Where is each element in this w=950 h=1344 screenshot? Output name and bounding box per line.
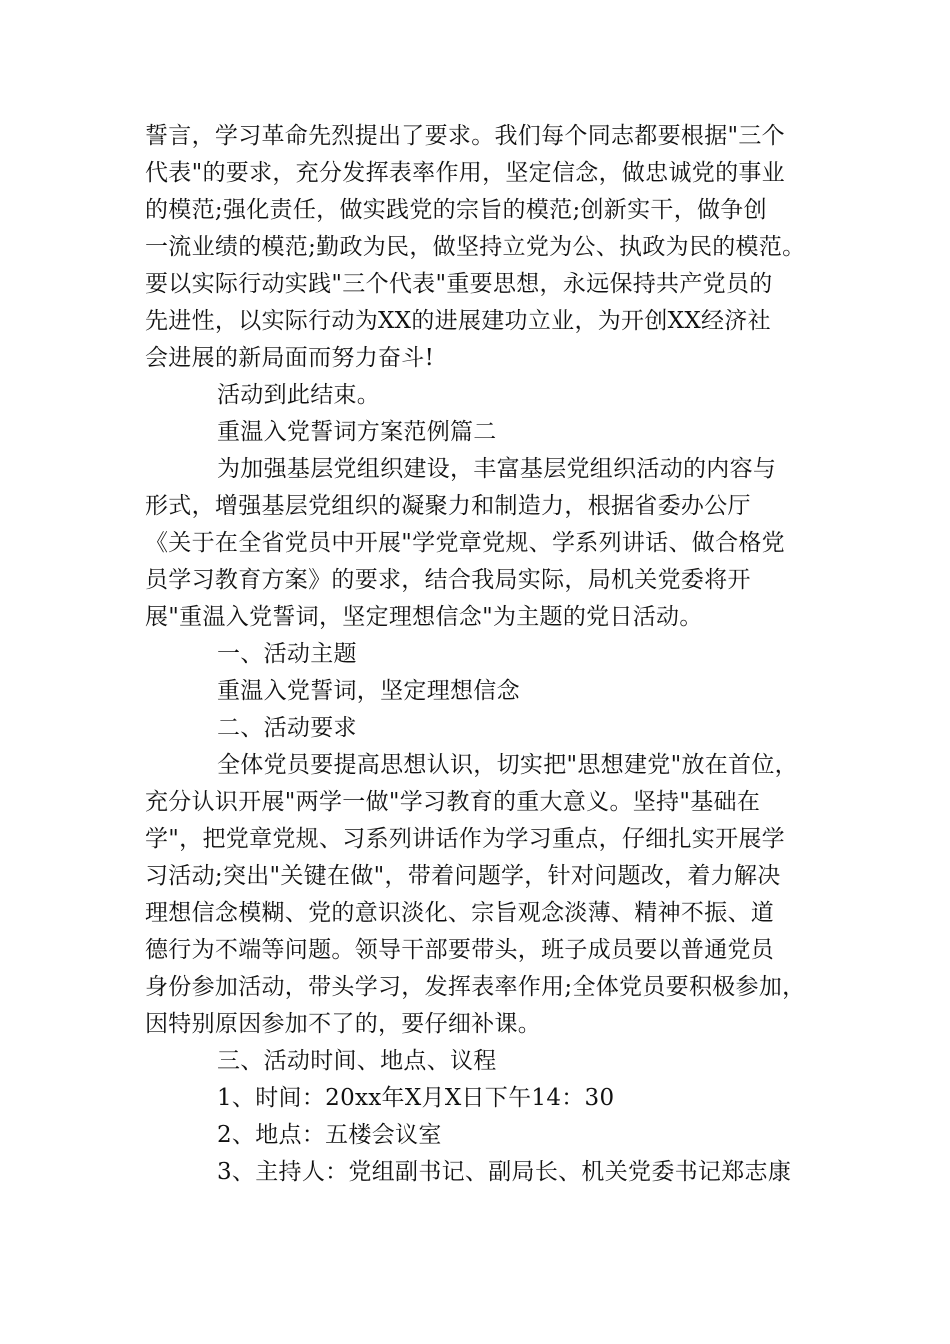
text-line: 二、活动要求 [217, 715, 357, 741]
text-line: 代表"的要求，充分发挥表率作用，坚定信念，做忠诚党的事业 [145, 160, 785, 186]
text-line: 学"，把党章党规、习系列讲话作为学习重点，仔细扎实开展学 [145, 826, 785, 852]
text-line: 3、主持人：党组副书记、副局长、机关党委书记郑志康 [217, 1159, 792, 1185]
text-line: 先进性，以实际行动为XX的进展建功立业，为开创XX经济社 [145, 308, 771, 334]
text-line: 的模范;强化责任，做实践党的宗旨的模范;创新实干，做争创 [145, 197, 767, 223]
document-body [145, 118, 845, 1191]
text-line: 重温入党誓词，坚定理想信念 [217, 678, 520, 704]
text-line: 活动到此结束。 [217, 382, 381, 408]
text-line: 重温入党誓词方案范例篇二 [217, 419, 497, 445]
text-line: 三、活动时间、地点、议程 [217, 1048, 497, 1074]
text-line: 展"重温入党誓词，坚定理想信念"为主题的党日活动。 [145, 604, 703, 630]
text-line: 充分认识开展"两学一做"学习教育的重大意义。坚持"基础在 [145, 789, 761, 815]
text-line: 理想信念模糊、党的意识淡化、宗旨观念淡薄、精神不振、道 [145, 900, 775, 926]
text-line: 员学习教育方案》的要求，结合我局实际，局机关党委将开 [145, 567, 751, 593]
text-line: 一、活动主题 [217, 641, 357, 667]
text-line: 2、地点：五楼会议室 [217, 1122, 442, 1148]
text-line: 为加强基层党组织建设，丰富基层党组织活动的内容与 [217, 456, 777, 482]
text-line: 形式，增强基层党组织的凝聚力和制造力，根据省委办公厅 [145, 493, 751, 519]
text-line: 誓言，学习革命先烈提出了要求。我们每个同志都要根据"三个 [145, 123, 785, 149]
text-line: 因特别原因参加不了的，要仔细补课。 [145, 1011, 542, 1037]
text-line: 习活动;突出"关键在做"，带着问题学，针对问题改，着力解决 [145, 863, 781, 889]
text-line: 全体党员要提高思想认识，切实把"思想建党"放在首位， [217, 752, 798, 778]
text-line: 会进展的新局面而努力奋斗! [145, 345, 435, 371]
text-line: 身份参加活动，带头学习，发挥表率作用;全体党员要积极参加， [145, 974, 806, 1000]
text-line: 一流业绩的模范;勤政为民，做坚持立党为公、执政为民的模范。 [145, 234, 806, 260]
text-line: 1、时间：20xx年X月X日下午14：30 [217, 1085, 615, 1111]
text-line: 要以实际行动实践"三个代表"重要思想，永远保持共产党员的 [145, 271, 773, 297]
text-line: 《关于在全省党员中开展"学党章党规、学系列讲话、做合格党 [145, 530, 785, 556]
text-line: 德行为不端等问题。领导干部要带头，班子成员要以普通党员 [145, 937, 775, 963]
